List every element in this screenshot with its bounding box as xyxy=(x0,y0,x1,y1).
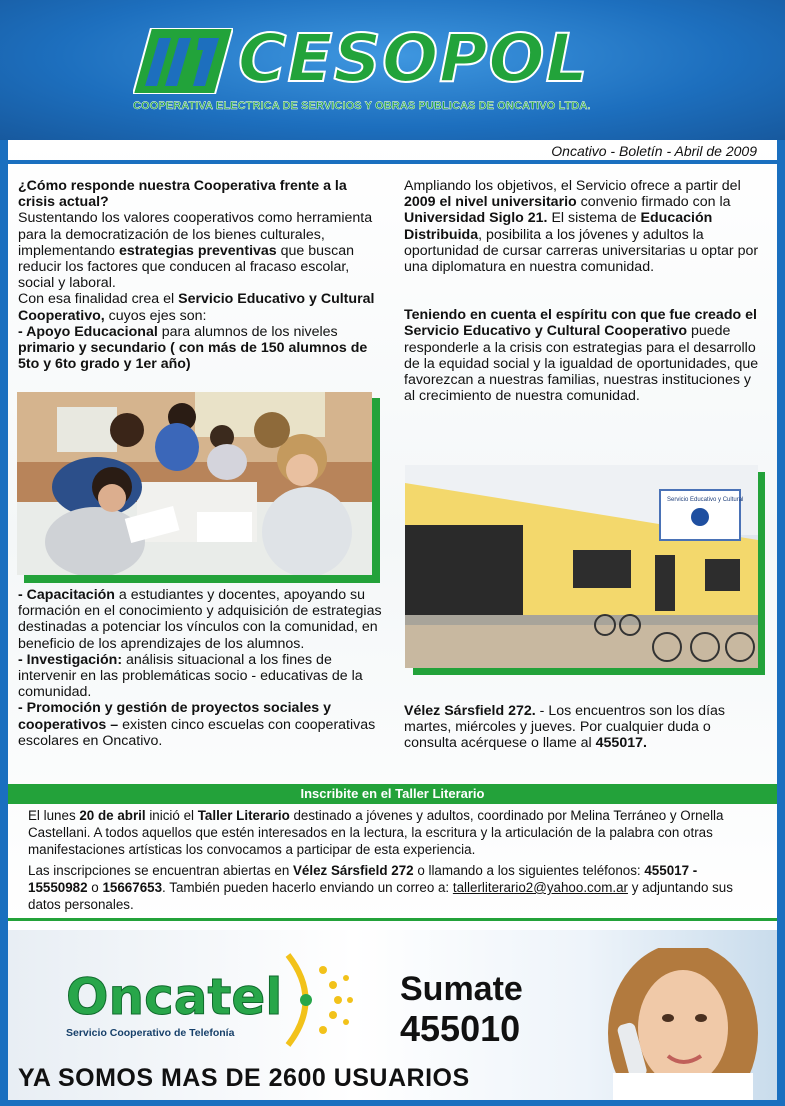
oncatel-logo-icon xyxy=(278,950,358,1050)
spacer xyxy=(404,275,762,291)
taller-title: Inscribite en el Taller Literario xyxy=(8,784,777,804)
right-column-bottom xyxy=(404,703,762,752)
paragraph-university: Ampliando los objetivos, el Servicio ofrece a partir del 2009 el nivel universitario convenio firmado con la Universidad Siglo 21. El sistema de Educación Distribuida, posibilita a los jóvenes y adultos la oportunidad de cursar carreras universitarias u optar por una diplomatura en nuestra comunidad. xyxy=(404,178,759,276)
dateline: Oncativo - Boletín - Abril de 2009 xyxy=(8,140,777,164)
oncatel-ad xyxy=(8,930,777,1100)
left-column-bottom xyxy=(18,587,383,749)
paragraph-address: Vélez Sársfield 272. - Los encuentros son los días martes, miércoles y jueves. Por cualquier duda o consulta acérquese o llame al 455017. xyxy=(404,703,725,752)
building-photo xyxy=(405,465,758,668)
oncatel-tagline: Servicio Cooperativo de Telefonía xyxy=(66,1027,235,1039)
question-heading: ¿Cómo responde nuestra Cooperativa frente a la crisis actual? xyxy=(18,178,347,211)
paragraph-service: Con esa finalidad crea el Servicio Educativo y Cultural Cooperativo, cuyos ejes son: xyxy=(18,291,375,324)
girl-with-phone-photo xyxy=(583,948,773,1100)
ad-slogan: YA SOMOS MAS DE 2600 USUARIOS xyxy=(18,1064,470,1092)
divider xyxy=(8,918,777,921)
paragraph-spirit: Teniendo en cuenta el espíritu con que fue creado el Servicio Educativo y Cultural Cooperativo puede responderle a la crisis con estrategias para el desarrollo de la equidad social y la igualdad de oportunidades, que favorezcan a nuestras familias, nuestras instituciones y al crecimiento de nuestra comunidad. xyxy=(404,307,759,405)
classroom-photo xyxy=(17,392,372,575)
paragraph-strategies: Sustentando los valores cooperativos como herramienta para la democratización de los bienes culturales, implementando estrategias preventivas que buscan reducir los factores que conducen al fracaso escolar, social y laboral. xyxy=(18,210,373,292)
oncatel-brand: Oncatel xyxy=(66,968,283,1026)
spacer xyxy=(404,291,762,307)
bullet-promocion: - Promoción y gestión de proyectos sociales y cooperativos – existen cinco escuelas con cooperativas escolares en Oncativo. xyxy=(18,700,376,749)
taller-paragraph-2: Las inscripciones se encuentran abiertas en Vélez Sársfield 272 o llamando a los siguientes teléfonos: 455017 - 15550982 o 15667653. También pueden hacerlo enviando un correo a: tallerliterario2@yahoo.com.ar y adjuntando sus datos personales. xyxy=(28,863,733,912)
building-sign: Servicio Educativo y Cultural xyxy=(667,497,744,503)
taller-paragraph-1: El lunes 20 de abril inició el Taller Literario destinado a jóvenes y adultos, coordinado por Melina Terráneo y Ornella Castellani. A todos aquellos que estén interesados en la lectura, la escritura y la articulación de la palabra con otras manifestaciones artísticas los convocamos a participar de esta experiencia. xyxy=(28,808,724,857)
email-link[interactable]: tallerliterario2@yahoo.com.ar xyxy=(452,880,628,895)
right-column-top xyxy=(404,178,762,404)
left-column-top xyxy=(18,178,383,372)
ad-phone-number: 455010 xyxy=(400,1008,521,1049)
cesopol-logo-icon xyxy=(133,28,233,94)
bullet-apoyo: - Apoyo Educacional para alumnos de los niveles primario y secundario ( con más de 150 alumnos de 5to y 6to grado y 1er año) xyxy=(18,323,368,373)
bullet-investigacion: - Investigación: análisis situacional a los fines de intervenir en las problemáticas socio - educativas de la comunidad. xyxy=(18,651,363,701)
bullet-capacitacion: - Capacitación a estudiantes y docentes, apoyando su formación en el conocimiento y adquisición de estrategias destinadas a potenciar los vínculos con la comunidad, en beneficio de los aprendizajes de los alumnos. xyxy=(18,587,382,652)
taller-section xyxy=(28,807,758,913)
brand-name: CESOPOL xyxy=(238,20,589,97)
header-banner xyxy=(0,0,785,140)
cta-text: Sumate xyxy=(400,970,523,1008)
brand-subtitle: COOPERATIVA ELECTRICA DE SERVICIOS Y OBRAS PUBLICAS DE ONCATIVO LTDA. xyxy=(133,100,591,112)
